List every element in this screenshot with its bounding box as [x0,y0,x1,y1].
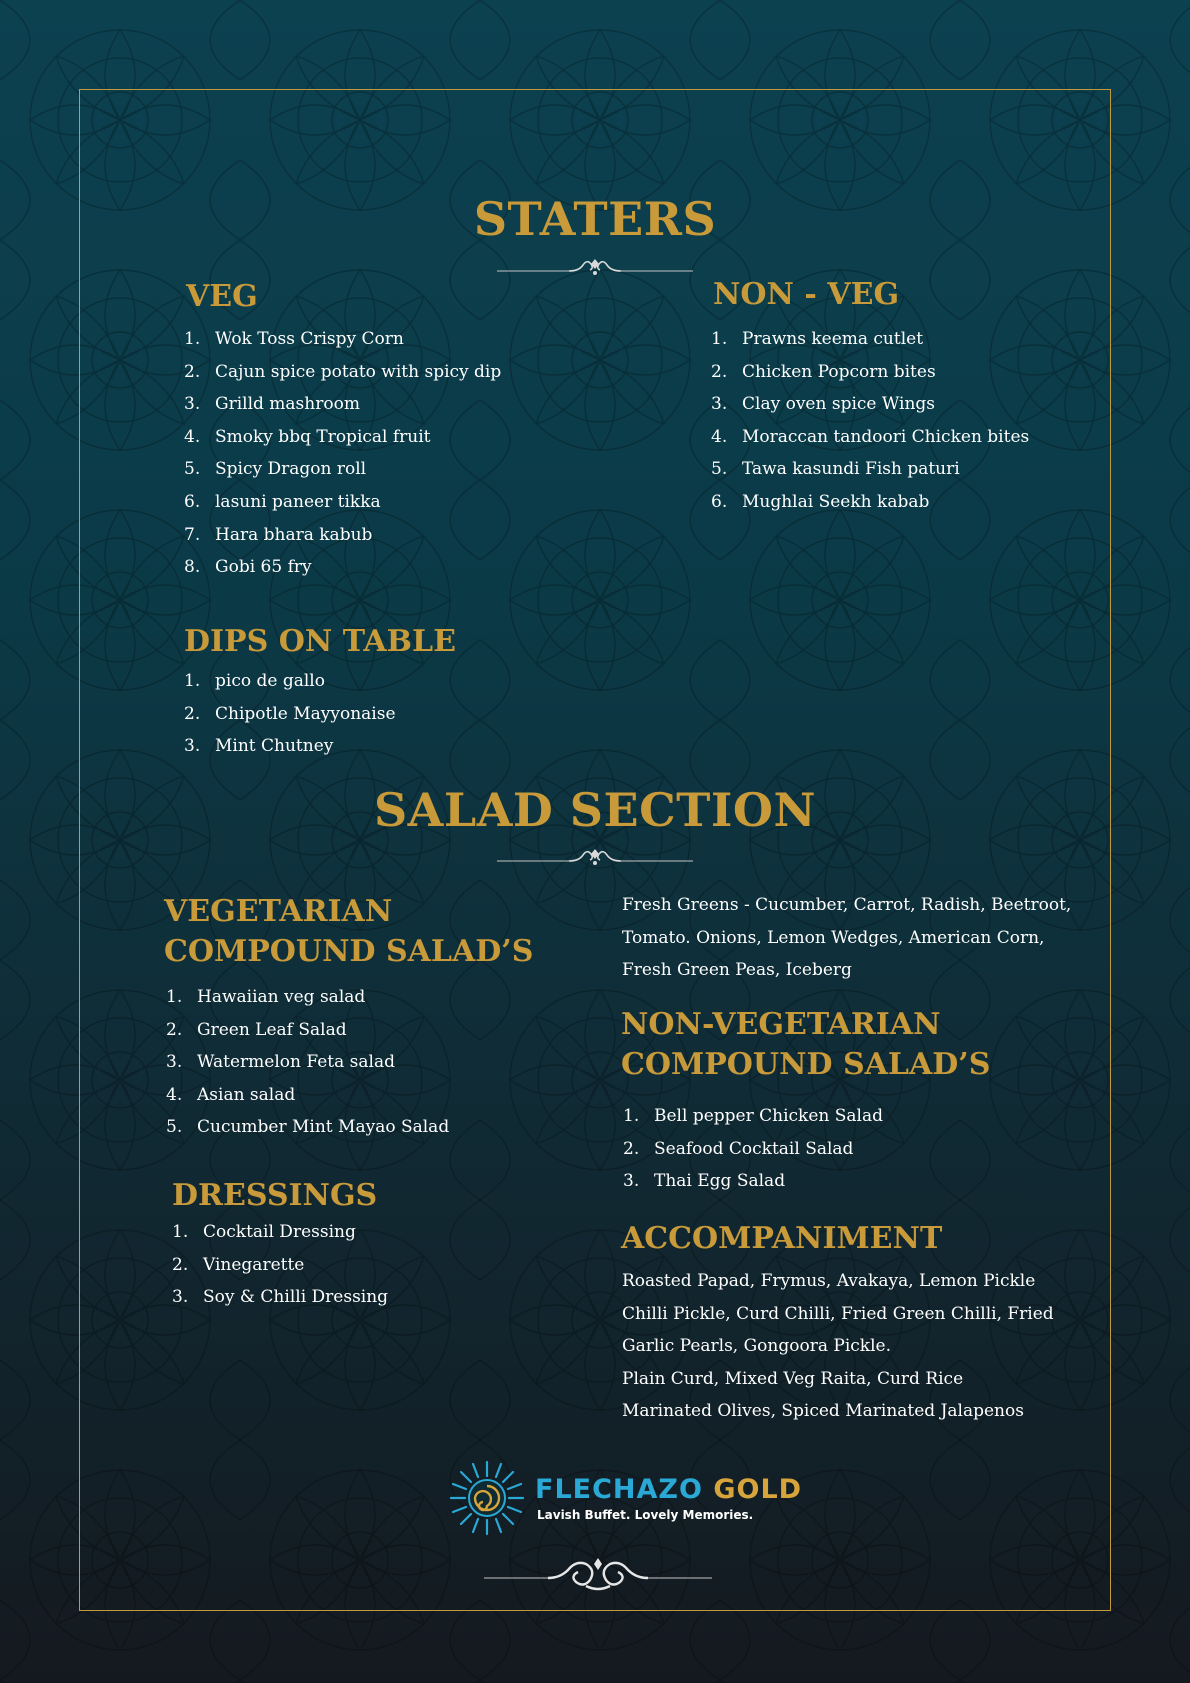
list-item: 3. Soy & Chilli Dressing [172,1287,389,1308]
non-veg-heading: NON - VEG [713,277,900,312]
list-item: 2. Green Leaf Salad [166,1019,347,1040]
list-item: 3. Clay oven spice Wings [711,394,936,415]
list-item: 3. Grilld mashroom [184,394,360,415]
flourish-divider-icon [495,255,695,279]
list-item: 5. Cucumber Mint Mayao Salad [166,1117,450,1138]
swirl-ornament-icon [482,1552,714,1596]
brand-name: FLECHAZO GOLD [535,1474,803,1505]
list-item: 1. Wok Toss Crispy Corn [184,329,404,349]
brand-tagline: Lavish Buffet. Lovely Memories. [537,1508,754,1522]
list-item: 3. Watermelon Feta salad [166,1052,395,1073]
list-item: 2. Cajun spice potato with spicy dip [184,361,502,382]
list-item: 2. Vinegarette [172,1254,305,1275]
list-item: 5. Spicy Dragon roll [184,459,367,480]
list-item: 3. Mint Chutney [184,736,334,757]
accompaniment-heading: ACCOMPANIMENT [621,1221,943,1256]
list-item: 2. Chipotle Mayyonaise [184,703,396,724]
list-item: 1. Hawaiian veg salad [166,987,366,1007]
list-item: 7. Hara bhara kabub [184,524,373,545]
list-item: 4. Asian salad [166,1084,296,1105]
list-item: 8. Gobi 65 fry [184,557,312,578]
staters-title: STATERS [473,192,717,246]
non-veg-compound-salad-heading: NON-VEGETARIAN COMPOUND SALAD’S [621,1007,991,1082]
list-item: 2. Seafood Cocktail Salad [623,1138,854,1159]
list-item: 2. Chicken Popcorn bites [711,361,936,382]
list-item: 1. Cocktail Dressing [172,1222,356,1242]
non-veg-compound-salad-list [623,1100,883,1198]
veg-list [184,323,501,584]
list-item: 1. Bell pepper Chicken Salad [623,1106,883,1126]
list-item: 3. Thai Egg Salad [623,1171,786,1192]
accompaniment-text: Roasted Papad, Frymus, Avakaya, Lemon Pickle Chilli Pickle, Curd Chilli, Fried Green Chilli, Fried Garlic Pearls, Gongoora Pickle. Plain Curd, Mixed Veg Raita, Curd Rice Marinated Olives, Spiced Marinated Jalapenos [622,1271,1054,1422]
dressings-heading: DRESSINGS [172,1178,378,1213]
list-item: 1. pico de gallo [184,671,325,691]
list-item: 6. lasuni paneer tikka [184,491,381,512]
list-item: 4. Moraccan tandoori Chicken bites [711,426,1030,447]
list-item: 1. Prawns keema cutlet [711,329,924,349]
dips-heading: DIPS ON TABLE [184,624,456,659]
salad-section-title: SALAD SECTION [373,783,817,837]
list-item: 6. Mughlai Seekh kabab [711,491,930,512]
dips-list [184,665,396,763]
non-veg-list [711,323,1029,519]
flourish-divider-icon [495,845,695,869]
fresh-greens-text: Fresh Greens - Cucumber, Carrot, Radish, Beetroot, Tomato. Onions, Lemon Wedges, American Corn, Fresh Green Peas, Iceberg [622,895,1072,981]
veg-compound-salad-list [166,981,449,1144]
list-item: 4. Smoky bbq Tropical fruit [184,426,431,447]
list-item: 5. Tawa kasundi Fish paturi [711,459,960,480]
veg-compound-salad-heading: VEGETARIAN COMPOUND SALAD’S [164,894,534,969]
veg-heading: VEG [186,279,258,314]
sun-logo-icon [449,1460,525,1536]
flechazo-gold-logo [449,1460,803,1534]
dressings-list [172,1216,388,1314]
